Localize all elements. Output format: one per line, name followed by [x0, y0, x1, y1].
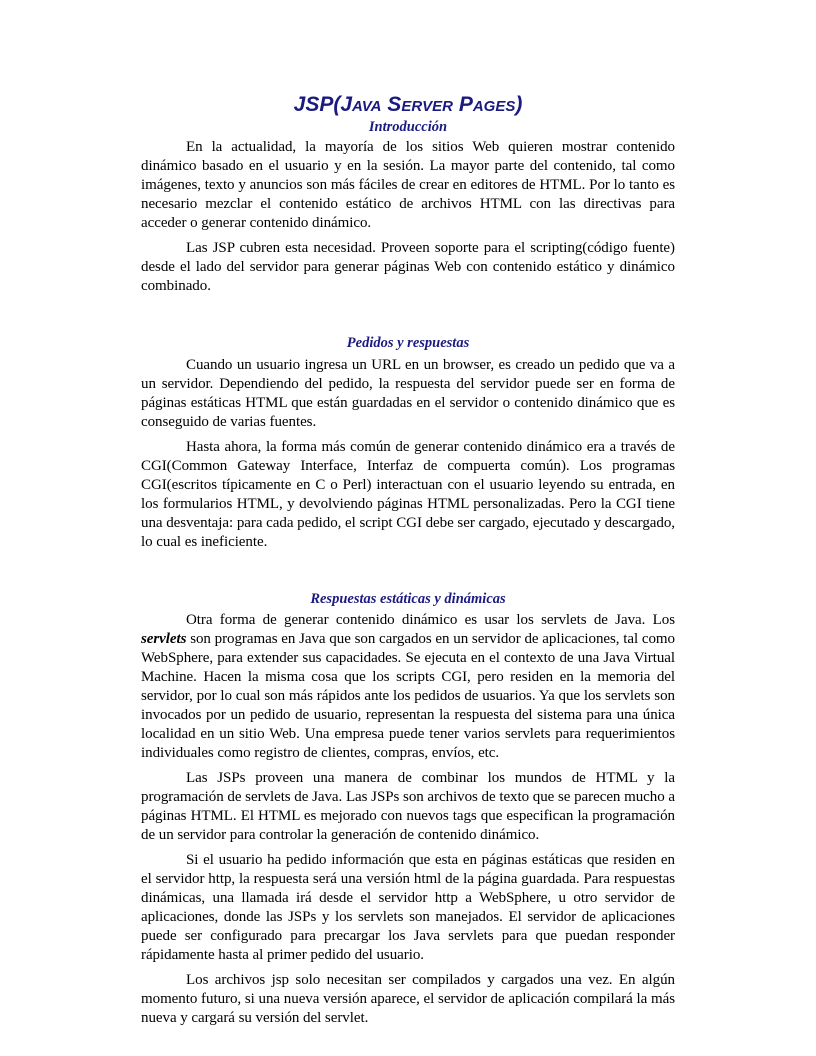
section2-paragraph: Las JSPs proveen una manera de combinar los mundos de HTML y la programación de servlets de Java. Las JSPs son archivos de texto que se parecen mucho a páginas HTML. El HTML es mejorado con nuevos tags que especifican la programación de un servidor para controlar la generación de contenido dinámico. [141, 770, 675, 843]
title-part: ERVER [401, 98, 453, 115]
section2-paragraph: Los archivos jsp solo necesitan ser compilados y cargados una vez. En algún momento futuro, si una nueva versión aparece, el servidor de aplicación compilará la más nueva y cargará su versión del servlet. [141, 972, 675, 1026]
section1-paragraph: Cuando un usuario ingresa un URL en un browser, es creado un pedido que va a un servidor. Dependiendo del pedido, la respuesta del servidor puede ser en forma de páginas estáticas HTML que están guardadas en el servidor o contenido dinámico que es conseguido de varias fuentes. [141, 357, 675, 430]
intro-paragraph: Las JSP cubren esta necesidad. Proveen soporte para el scripting(código fuente) desde el lado del servidor para generar páginas Web con contenido estático y dinámico combinado. [141, 240, 675, 294]
section-spacer [141, 558, 675, 590]
title-part: AGES [472, 98, 516, 115]
section1-paragraph: Hasta ahora, la forma más común de generar contenido dinámico era a través de CGI(Common Gateway Interface, Interfaz de compuerta común). Los programas CGI(escritos típicamente en C o Perl) interactuan con el usuario leyendo su entrada, en los formularios HTML, y devolviendo páginas HTML personalizadas. Pero la CGI tiene una desventaja: para cada pedido, el script CGI debe ser cargado, ejecutado y descargado, lo cual es ineficiente. [141, 439, 675, 550]
title-part: AVA [352, 98, 382, 115]
document-page [141, 93, 675, 1034]
title-part: ) [515, 93, 523, 116]
paragraph-text: Otra forma de generar contenido dinámico es usar los servlets de Java. Los [186, 612, 675, 628]
title-part: P [453, 93, 473, 116]
section2-paragraph: Si el usuario ha pedido información que esta en páginas estáticas que residen en el servidor http, la respuesta será una versión html de la página guardada. Para respuestas dinámicas, una llamada irá desde el servidor http a WebSphere, u otro servidor de aplicaciones, donde las JSPs y los servlets son manejados. El servidor de aplicaciones puede ser configurado para precargar los Java servlets para que puedan responder rápidamente hasta al primer pedido del usuario. [141, 852, 675, 963]
section-spacer [141, 302, 675, 334]
intro-heading: Introducción [368, 119, 448, 135]
document-title [141, 93, 675, 119]
section-heading-respuestas: Respuestas estáticas y dinámicas [310, 591, 506, 607]
intro-paragraph: En la actualidad, la mayoría de los sitios Web quieren mostrar contenido dinámico basado en el usuario y en la sesión. La mayor parte del contenido, tal como imágenes, texto y anuncios son más fáciles de crear en editores de HTML. Por lo tanto es necesario mezclar el contenido estático de archivos HTML con las directivas para acceder o generar contenido dinámico. [141, 139, 675, 231]
section-heading-pedidos: Pedidos y respuestas [346, 335, 470, 351]
section2-paragraph [141, 611, 675, 763]
title-part: JSP(J [293, 93, 353, 116]
emphasis-term: servlets [141, 631, 187, 647]
paragraph-text: son programas en Java que son cargados en un servidor de aplicaciones, tal como WebSphere, para extender sus capacidades. Se ejecuta en el contexto de una Java Virtual Machine. Hacen la misma cosa que los scripts CGI, pero residen en la memoria del servidor, por lo cual son más rápidos ante los pedidos de usuarios. Ya que los servlets son invocados por un pedido de usuario, representan la respuesta del sistema para una única localidad en un sitio Web. Una empresa puede tener varios servlets para requerimientos individuales como registro de clientes, compras, envíos, etc. [141, 631, 675, 761]
title-part: S [381, 93, 402, 116]
